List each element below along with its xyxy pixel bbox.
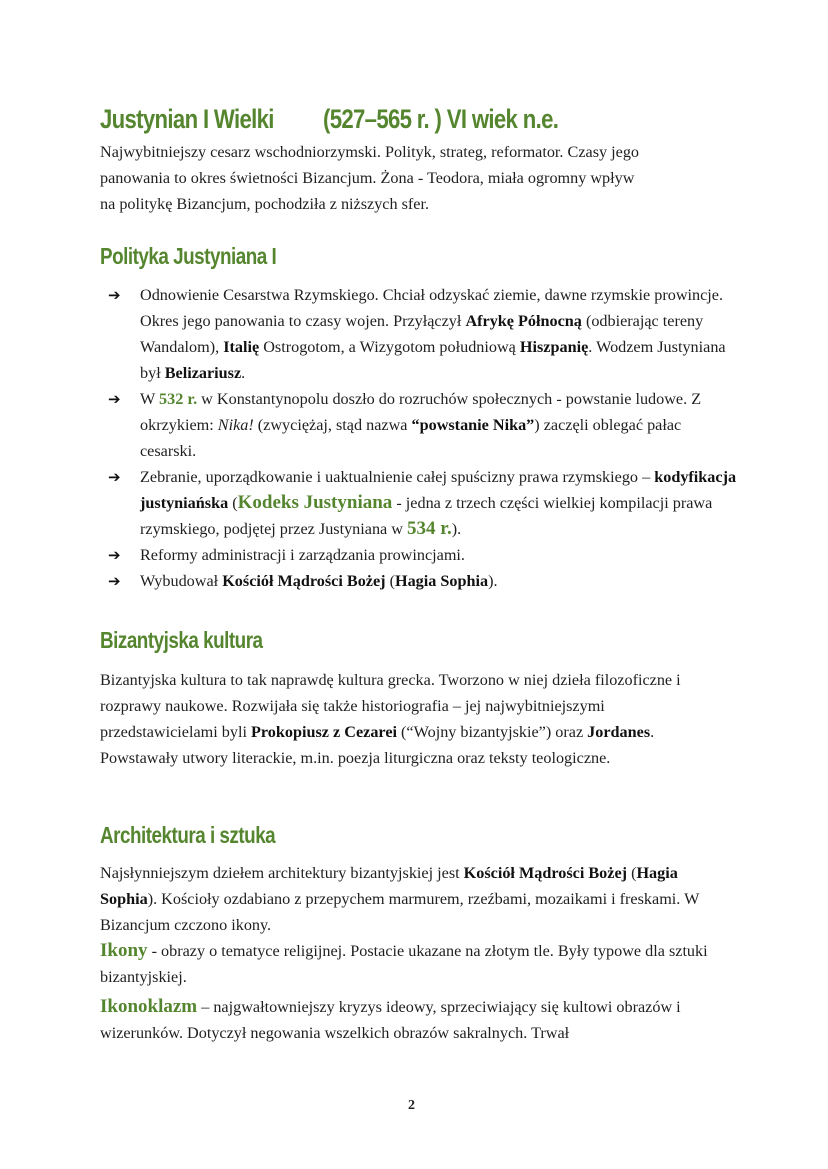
list-item bbox=[100, 386, 730, 464]
paragraph bbox=[100, 938, 715, 990]
architecture-paragraph bbox=[100, 860, 740, 938]
text: . Powstawały utwory literackie, m.in. poezja liturgiczna oraz teksty teologiczne. bbox=[100, 723, 655, 767]
bold-term: Hagia Sophia bbox=[100, 864, 678, 908]
intro-line: Najwybitniejszy cesarz wschodniorzymski. Polityk, strateg, reformator. Czasy jego bbox=[100, 143, 640, 161]
politics-list bbox=[100, 282, 740, 594]
arrow-right-icon: ➔ bbox=[108, 390, 121, 408]
paragraph bbox=[100, 994, 715, 1046]
highlight-date: 534 r. bbox=[407, 518, 452, 539]
text: Odnowienie Cesarstwa Rzymskiego. Chciał odzyskać ziemie, dawne rzymskie prowincje. Okres jego panowania to czasy wojen. Przyłączył bbox=[140, 286, 724, 330]
list-item bbox=[100, 568, 740, 594]
section-heading: Architektura i sztuka bbox=[100, 822, 276, 848]
text: w Konstantynopolu doszło do rozruchów społecznych - powstanie ludowe. Z okrzykiem: bbox=[140, 390, 702, 434]
text: (zwyciężaj, stąd nazwa bbox=[253, 416, 412, 434]
bold-term: “powstanie Nika” bbox=[411, 416, 535, 434]
intro-line: na politykę Bizancjum, pochodziła z niższych sfer. bbox=[100, 195, 430, 213]
bold-term: Hagia Sophia bbox=[395, 572, 489, 590]
bold-term: Jordanes bbox=[587, 723, 651, 741]
arrow-right-icon: ➔ bbox=[108, 572, 121, 590]
paragraph bbox=[100, 667, 715, 771]
text: Wybudował bbox=[140, 572, 223, 590]
arrow-right-icon: ➔ bbox=[108, 286, 121, 304]
bold-term: Italię bbox=[223, 338, 260, 356]
section-architecture bbox=[100, 820, 314, 850]
text: ( bbox=[228, 494, 238, 512]
bold-term: Kościół Mądrości Bożej bbox=[463, 864, 628, 882]
paragraph bbox=[100, 860, 715, 938]
text: . Wodzem Justyniana był bbox=[140, 338, 726, 382]
text: ) zaczęli oblegać pałac cesarski. bbox=[140, 416, 682, 460]
italic-term: Nika! bbox=[217, 416, 254, 434]
icons-paragraph bbox=[100, 938, 740, 990]
highlight-term: Ikonoklazm bbox=[100, 996, 198, 1017]
highlight-term: Ikony bbox=[100, 940, 148, 961]
iconoclasm-paragraph bbox=[100, 994, 740, 1046]
title-dates: (527–565 r. ) VI wiek n.e. bbox=[322, 104, 559, 134]
list-item bbox=[100, 282, 740, 386]
text: Zebranie, uporządkowanie i uaktualnienie całej spuścizny prawa rzymskiego – bbox=[140, 468, 655, 486]
text: Reformy administracji i zarządzania prowincjami. bbox=[140, 546, 465, 564]
text: (“Wojny bizantyjskie”) oraz bbox=[397, 723, 588, 741]
highlight-date: 532 r. bbox=[159, 390, 198, 408]
bold-term: Afrykę Północną bbox=[465, 312, 582, 330]
section-heading: Polityka Justyniana I bbox=[100, 243, 277, 269]
bold-term: Prokopiusz z Cezarei bbox=[251, 723, 397, 741]
list-item bbox=[100, 542, 740, 568]
bold-term: Hiszpanię bbox=[519, 338, 589, 356]
bold-term: kodyfikacja justyniańska bbox=[140, 468, 737, 512]
intro-line: panowania to okres świetności Bizancjum. Żona - Teodora, miała ogromny wpływ bbox=[100, 169, 635, 187]
text: W bbox=[140, 390, 160, 408]
bold-term: Kościół Mądrości Bożej bbox=[222, 572, 386, 590]
list-item bbox=[100, 464, 740, 542]
text: (odbierając tereny Wandalom), bbox=[140, 312, 704, 356]
section-politics bbox=[100, 241, 315, 271]
page-number: 2 bbox=[408, 1098, 415, 1113]
text: - obrazy o tematyce religijnej. Postacie ukazane na złotym tle. Były typowe dla sztuki bizantyjskiej. bbox=[100, 942, 708, 986]
arrow-right-icon: ➔ bbox=[108, 468, 121, 486]
text: ( bbox=[627, 864, 637, 882]
text: Ostrogotom, a Wizygotom południową bbox=[259, 338, 520, 356]
document-title bbox=[100, 102, 659, 140]
text: ). bbox=[451, 520, 462, 538]
bold-term: Belizariusz bbox=[164, 364, 242, 382]
section-heading: Bizantyjska kultura bbox=[100, 627, 263, 653]
text: ). bbox=[488, 572, 498, 590]
text: ( bbox=[385, 572, 395, 590]
culture-paragraph bbox=[100, 667, 740, 771]
title-heading bbox=[100, 102, 558, 136]
text: - jedna z trzech części wielkiej kompilacji prawa rzymskiego, podjętej przez Justyniana w bbox=[140, 494, 713, 538]
arrow-right-icon: ➔ bbox=[108, 546, 121, 564]
text: – najgwałtowniejszy kryzys ideowy, sprzeciwiający się kultowi obrazów i wizerunków. Dotyczył negowania wszelkich obrazów sakralnych. Trwał bbox=[100, 998, 681, 1042]
intro-paragraph bbox=[100, 139, 740, 217]
text: Najsłynniejszym dziełem architektury bizantyjskiej jest bbox=[100, 864, 464, 882]
text: Bizantyjska kultura to tak naprawdę kultura grecka. Tworzono w niej dzieła filozoficzne i rozprawy naukowe. Rozwijała się także historiografia – jej najwybitniejszymi przedstawicielami byli bbox=[100, 671, 681, 741]
highlight-term: Kodeks Justyniana bbox=[237, 492, 393, 513]
text: ). Kościoły ozdabiano z przepychem marmurem, rzeźbami, mozaikami i freskami. W Bizancjum czczono ikony. bbox=[100, 890, 700, 934]
text: . bbox=[241, 364, 246, 382]
section-culture bbox=[100, 625, 298, 655]
title-name: Justynian I Wielki bbox=[100, 104, 274, 134]
